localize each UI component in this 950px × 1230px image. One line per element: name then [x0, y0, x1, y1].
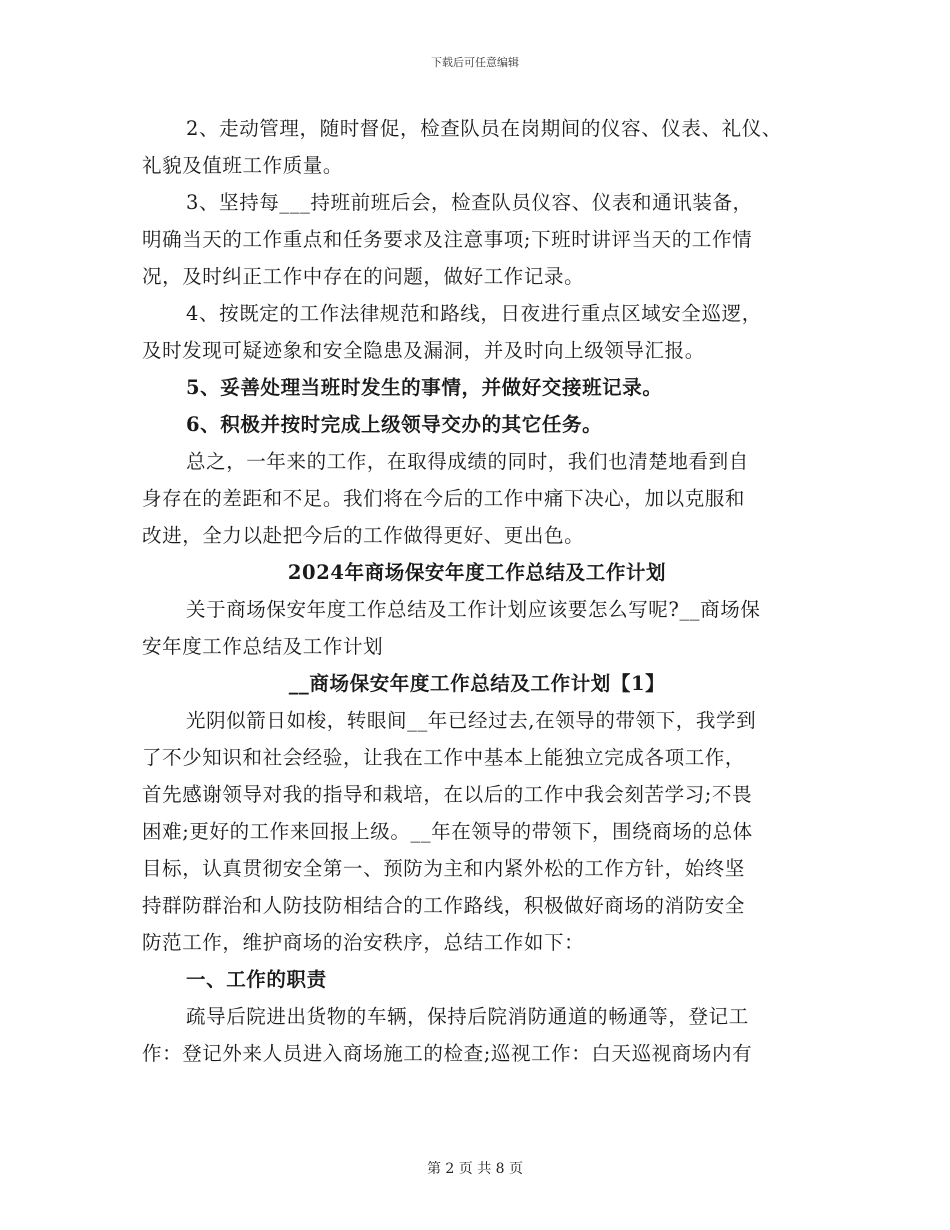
paragraph-line: 身存在的差距和不足。我们将在今后的工作中痛下决心，加以克服和	[142, 487, 746, 510]
paragraph-line: 持群防群治和人防技防相结合的工作路线，积极做好商场的消防安全	[142, 894, 746, 917]
paragraph-line: 6、积极并按时完成上级领导交办的其它任务。	[186, 413, 603, 436]
paragraph-line: 总之，一年来的工作，在取得成绩的同时，我们也清楚地看到自	[186, 450, 749, 473]
paragraph-line: 况，及时纠正工作中存在的问题，做好工作记录。	[142, 265, 585, 288]
paragraph-line: 改进，全力以赴把今后的工作做得更好、更出色。	[142, 524, 585, 547]
paragraph-line: 防范工作，维护商场的治安秩序，总结工作如下：	[142, 931, 585, 954]
paragraph-line: 作：登记外来人员进入商场施工的检查;巡视工作：白天巡视商场内有	[142, 1042, 753, 1065]
paragraph-line: 疏导后院进出货物的车辆，保持后院消防通道的畅通等，登记工	[186, 1005, 749, 1028]
page-number: 第 2 页 共 8 页	[426, 1161, 524, 1177]
paragraph-line: 3、坚持每___持班前班后会，检查队员仪容、仪表和通讯装备，	[186, 191, 753, 214]
paragraph-line: 安年度工作总结及工作计划	[142, 635, 384, 658]
paragraph-line: 目标，认真贯彻安全第一、预防为主和内紧外松的工作方针，始终坚	[142, 857, 746, 880]
paragraph-line: 首先感谢领导对我的指导和栽培，在以后的工作中我会刻苦学习;不畏	[142, 783, 753, 806]
document-body	[142, 110, 812, 1072]
header-note: 下载后可任意编辑	[431, 56, 519, 69]
paragraph-line: 2、走动管理，随时督促，检查队员在岗期间的仪容、仪表、礼仪、	[186, 117, 782, 140]
paragraph-line: 关于商场保安年度工作总结及工作计划应该要怎么写呢?__商场保	[186, 598, 761, 621]
section-heading: __商场保安年度工作总结及工作计划【1】	[288, 672, 666, 695]
paragraph-line: 礼貌及值班工作质量。	[142, 154, 344, 177]
paragraph-line: 光阴似箭日如梭，转眼间__年已经过去,在领导的带领下，我学到	[186, 709, 757, 732]
section-heading: 2024年商场保安年度工作总结及工作计划	[287, 561, 667, 584]
paragraph-line: 一、工作的职责	[186, 968, 327, 991]
paragraph-line: 5、妥善处理当班时发生的事情，并做好交接班记录。	[186, 376, 663, 399]
paragraph-line: 及时发现可疑迹象和安全隐患及漏洞，并及时向上级领导汇报。	[142, 339, 705, 362]
paragraph-line: 了不少知识和社会经验，让我在工作中基本上能独立完成各项工作，	[142, 746, 746, 769]
paragraph-line: 4、按既定的工作法律规范和路线，日夜进行重点区域安全巡逻，	[186, 302, 762, 325]
paragraph-line: 明确当天的工作重点和任务要求及注意事项;下班时讲评当天的工作情	[142, 228, 753, 251]
paragraph-line: 困难;更好的工作来回报上级。__年在领导的带领下，围绕商场的总体	[142, 820, 753, 843]
